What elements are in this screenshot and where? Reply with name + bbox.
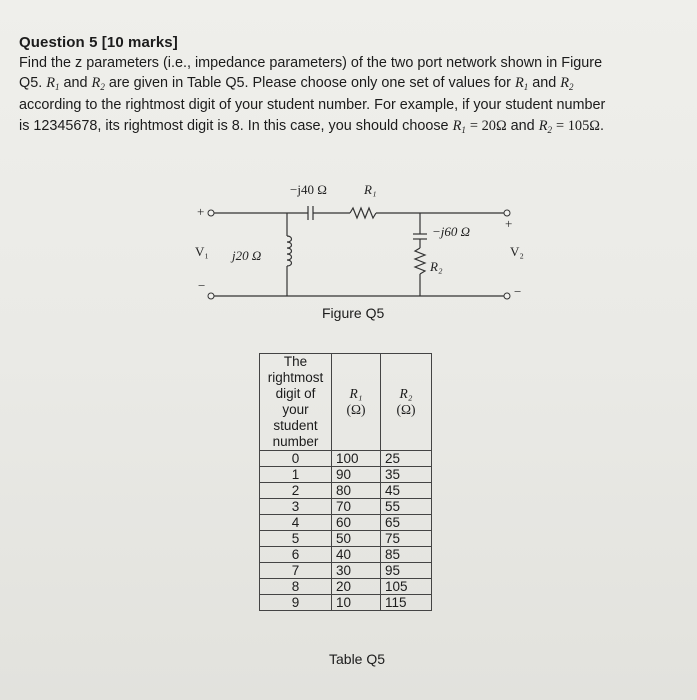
table-row xyxy=(260,563,432,579)
figure-caption: Figure Q5 xyxy=(322,305,385,321)
period: . xyxy=(600,118,604,134)
ohm-symbol: Ω xyxy=(589,118,600,134)
r2-symbol: $R_2$ xyxy=(560,75,574,92)
header-r2 xyxy=(381,354,432,451)
table-header-row xyxy=(260,354,432,451)
r2-symbol: $R_2$ xyxy=(91,75,105,92)
text-segment: Q5. xyxy=(19,75,43,91)
cell-digit: 0 xyxy=(260,451,332,467)
cell-r1: 90 xyxy=(332,467,381,483)
text-segment: according to the rightmost digit of your student number. For example, if your student number xyxy=(19,97,606,113)
r1-symbol: $R_1$ xyxy=(46,75,60,92)
table-caption: Table Q5 xyxy=(329,651,386,667)
question-line-3 xyxy=(19,97,684,113)
r2-label: R₂ xyxy=(430,259,443,274)
r2-value: = 105 xyxy=(555,118,590,134)
terminal-left-bottom xyxy=(208,293,214,299)
r1-label: R₁ xyxy=(364,182,377,197)
header-r1 xyxy=(332,354,381,451)
resistor-r2 xyxy=(415,248,425,274)
ohm-symbol: Ω xyxy=(495,118,507,134)
terminal-right-bottom xyxy=(504,293,510,299)
cell-digit: 3 xyxy=(260,499,332,515)
cell-r1: 40 xyxy=(332,547,381,563)
plus-right: + xyxy=(505,216,513,231)
cell-r2: 115 xyxy=(381,595,432,611)
text-segment: Find the z parameters (i.e., impedance parameters) of the two port network shown in Figure xyxy=(19,55,603,71)
text-segment: and xyxy=(510,118,535,134)
cell-r1: 70 xyxy=(332,499,381,515)
header-digit xyxy=(260,354,332,451)
terminal-left-top xyxy=(208,210,214,216)
r1-value: = 20 xyxy=(469,118,496,134)
cell-r2: 105 xyxy=(381,579,432,595)
cell-r1: 80 xyxy=(332,483,381,499)
cell-digit: 5 xyxy=(260,531,332,547)
table-body xyxy=(260,451,432,611)
r2-symbol: $R_2$ xyxy=(538,118,552,135)
cell-r1: 50 xyxy=(332,531,381,547)
table-row xyxy=(260,531,432,547)
table-row xyxy=(260,499,432,515)
plus-left: + xyxy=(197,204,205,219)
cell-digit: 7 xyxy=(260,563,332,579)
header-line: digit of xyxy=(275,386,316,401)
minus-right: − xyxy=(514,284,522,299)
text-segment: is 12345678, its rightmost digit is 8. In this case, you should choose xyxy=(19,118,449,134)
cell-digit: 9 xyxy=(260,595,332,611)
table-row xyxy=(260,467,432,483)
table-row xyxy=(260,451,432,467)
resistor-r1 xyxy=(350,208,376,218)
table-row xyxy=(260,547,432,563)
inductor xyxy=(287,236,292,266)
header-line: student xyxy=(273,418,318,433)
table-row xyxy=(260,483,432,499)
inductor-label: j20 Ω xyxy=(232,248,262,263)
question-heading: Question 5 [10 marks] xyxy=(19,34,178,51)
v2-label: V₂ xyxy=(510,244,524,259)
minus-left: − xyxy=(198,278,206,293)
table-row xyxy=(260,515,432,531)
cell-r2: 45 xyxy=(381,483,432,499)
text-segment: and xyxy=(532,75,557,91)
header-line: The xyxy=(283,354,308,369)
header-line: your xyxy=(282,402,309,417)
question-line-1 xyxy=(19,55,684,71)
values-table xyxy=(259,353,432,611)
cell-r1: 60 xyxy=(332,515,381,531)
header-line: (Ω) xyxy=(396,402,416,417)
header-line: number xyxy=(272,434,319,449)
v1-label: V₁ xyxy=(195,244,209,259)
circuit-diagram xyxy=(180,170,540,310)
text-segment: are given in Table Q5. Please choose only one set of values for xyxy=(108,75,511,91)
header-line: (Ω) xyxy=(346,402,366,417)
question-line-2 xyxy=(19,75,684,92)
cell-r2: 35 xyxy=(381,467,432,483)
cell-digit: 8 xyxy=(260,579,332,595)
header-line: R₂ xyxy=(399,386,413,401)
text-segment: and xyxy=(63,75,88,91)
cell-r2: 25 xyxy=(381,451,432,467)
r1-symbol: $R_1$ xyxy=(452,118,466,135)
r1-symbol: $R_1$ xyxy=(514,75,529,92)
cap-top-label: −j40 Ω xyxy=(290,182,327,197)
cell-digit: 1 xyxy=(260,467,332,483)
cell-r1: 30 xyxy=(332,563,381,579)
cell-digit: 4 xyxy=(260,515,332,531)
cell-r2: 95 xyxy=(381,563,432,579)
cell-digit: 6 xyxy=(260,547,332,563)
cell-r2: 85 xyxy=(381,547,432,563)
cell-r1: 10 xyxy=(332,595,381,611)
header-line: R₁ xyxy=(349,386,363,401)
cell-r1: 100 xyxy=(332,451,381,467)
cell-digit: 2 xyxy=(260,483,332,499)
cell-r2: 65 xyxy=(381,515,432,531)
cap-right-label: −j60 Ω xyxy=(432,224,471,239)
question-line-4 xyxy=(19,118,684,135)
table-row xyxy=(260,595,432,611)
cell-r2: 55 xyxy=(381,499,432,515)
cell-r1: 20 xyxy=(332,579,381,595)
table-row xyxy=(260,579,432,595)
cell-r2: 75 xyxy=(381,531,432,547)
header-line: rightmost xyxy=(267,370,324,385)
